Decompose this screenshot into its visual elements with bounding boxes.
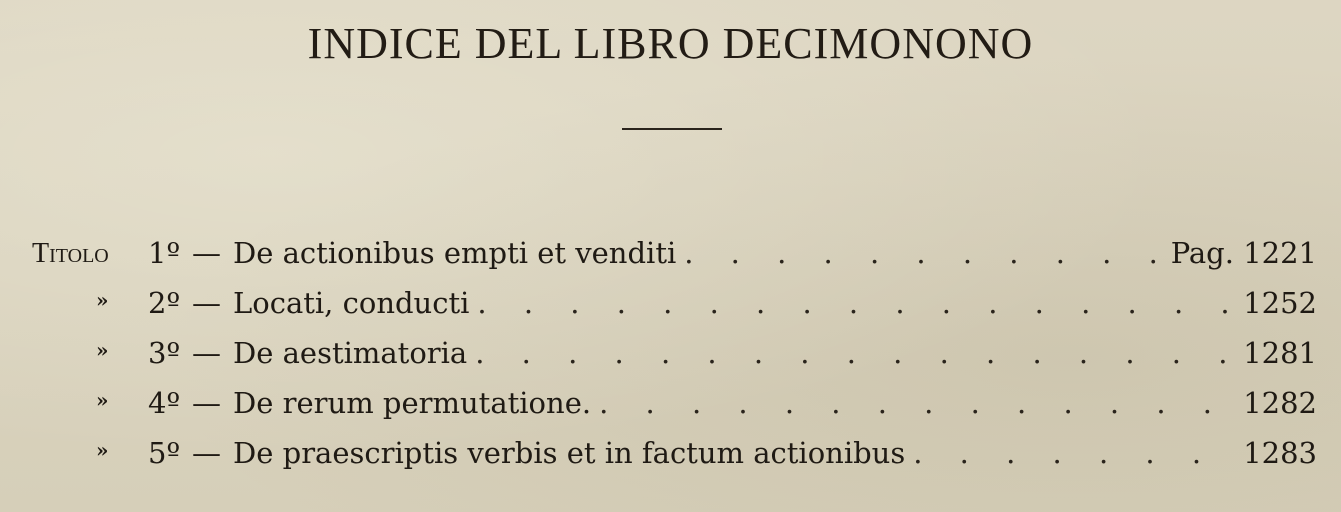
dot-leader <box>477 286 1235 320</box>
dot-leader <box>684 236 1162 270</box>
entry-dash: — <box>192 436 221 470</box>
toc-entry <box>0 432 1341 482</box>
entry-line <box>192 336 1317 370</box>
entry-number: 5º <box>148 436 181 470</box>
entry-dash: — <box>192 336 221 370</box>
ditto-mark: » <box>96 338 109 362</box>
entry-number: 4º <box>148 386 181 420</box>
entry-number: 3º <box>148 336 181 370</box>
entry-title: De praescriptis verbis et in factum actionibus <box>233 436 906 470</box>
entry-dash: — <box>192 236 221 270</box>
entry-dash: — <box>192 286 221 320</box>
title-rule <box>622 128 722 130</box>
entry-page: Pag. 1221 <box>1170 236 1317 270</box>
dot-leader <box>599 386 1235 420</box>
ditto-mark: » <box>96 388 109 412</box>
entry-title: De aestimatoria <box>233 336 468 370</box>
ditto-mark: » <box>96 438 109 462</box>
entry-label: Titolo <box>32 238 109 269</box>
ditto-mark: » <box>96 288 109 312</box>
entry-page: 1252 <box>1243 286 1317 320</box>
entry-page: 1282 <box>1243 386 1317 420</box>
page-title: INDICE DEL LIBRO DECIMONONO <box>307 19 1034 68</box>
entry-title: De rerum permutatione. <box>233 386 592 420</box>
entry-page: 1281 <box>1243 336 1317 370</box>
toc-entry <box>0 332 1341 382</box>
entry-page: 1283 <box>1243 436 1317 470</box>
entry-number: 2º <box>148 286 181 320</box>
entry-title: De actionibus empti et venditi <box>233 236 677 270</box>
entry-line <box>192 386 1317 420</box>
toc-entry <box>0 282 1341 332</box>
entry-title: Locati, conducti <box>233 286 470 320</box>
toc-entry <box>0 232 1341 282</box>
dot-leader <box>475 336 1235 370</box>
toc-entry <box>0 382 1341 432</box>
entry-line <box>192 436 1317 470</box>
entry-number: 1º <box>148 236 181 270</box>
entry-line <box>192 236 1317 270</box>
entry-dash: — <box>192 386 221 420</box>
dot-leader <box>913 436 1235 470</box>
entry-line <box>192 286 1317 320</box>
